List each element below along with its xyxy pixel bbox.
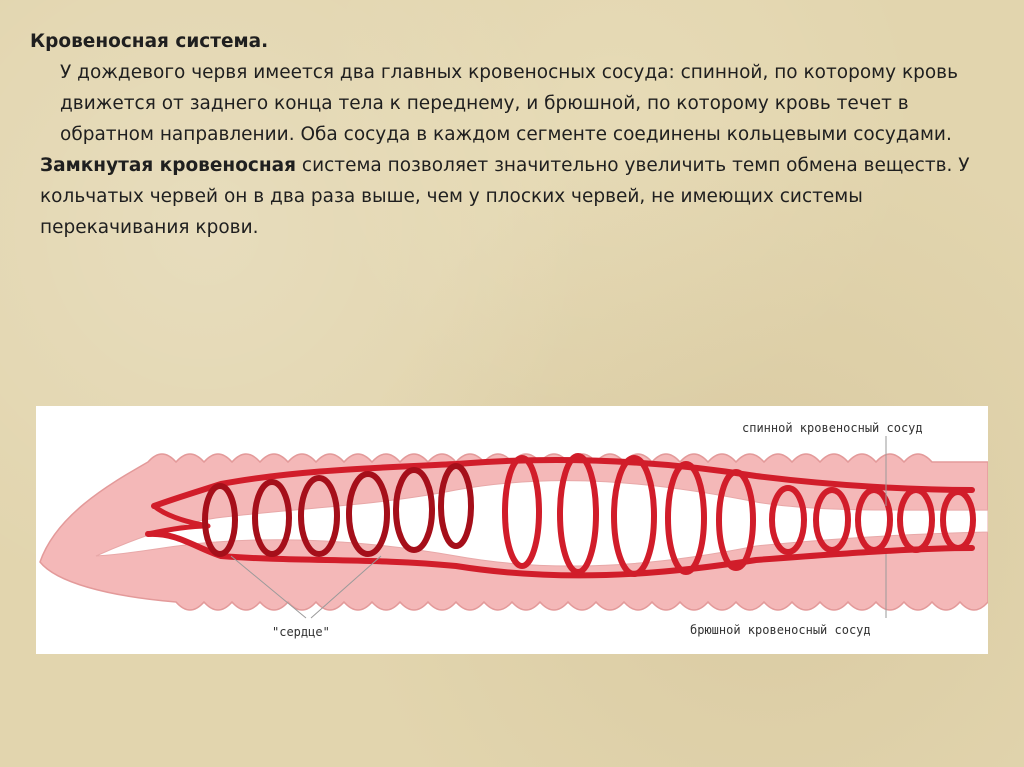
- slide-text-block: [30, 26, 990, 243]
- dorsal-vessel-label: спинной кровеносный сосуд: [742, 421, 923, 435]
- paragraph-closed-system: [30, 150, 990, 243]
- hearts-label: "сердце": [272, 625, 330, 639]
- earthworm-circulatory-diagram: [36, 406, 988, 654]
- closed-system-text: система позволяет значительно увеличить темп обмена веществ. У кольчатых червей он в два раза выше, чем у плоских червей, не имеющих системы перекачивания крови.: [40, 155, 970, 238]
- slide-title: Кровеносная система.: [30, 31, 269, 52]
- closed-system-term: Замкнутая кровеносная: [40, 155, 297, 176]
- paragraph-vessels: У дождевого червя имеется два главных кровеносных сосуда: спинной, по которому кровь движется от заднего конца тела к переднему, и брюшной, по которому кровь течет в обратном направлении. Оба сосуда в каждом сегменте соединены кольцевыми сосудами.: [60, 62, 958, 145]
- worm-illustration: [36, 406, 988, 654]
- ventral-vessel-label: брюшной кровеносный сосуд: [690, 623, 871, 637]
